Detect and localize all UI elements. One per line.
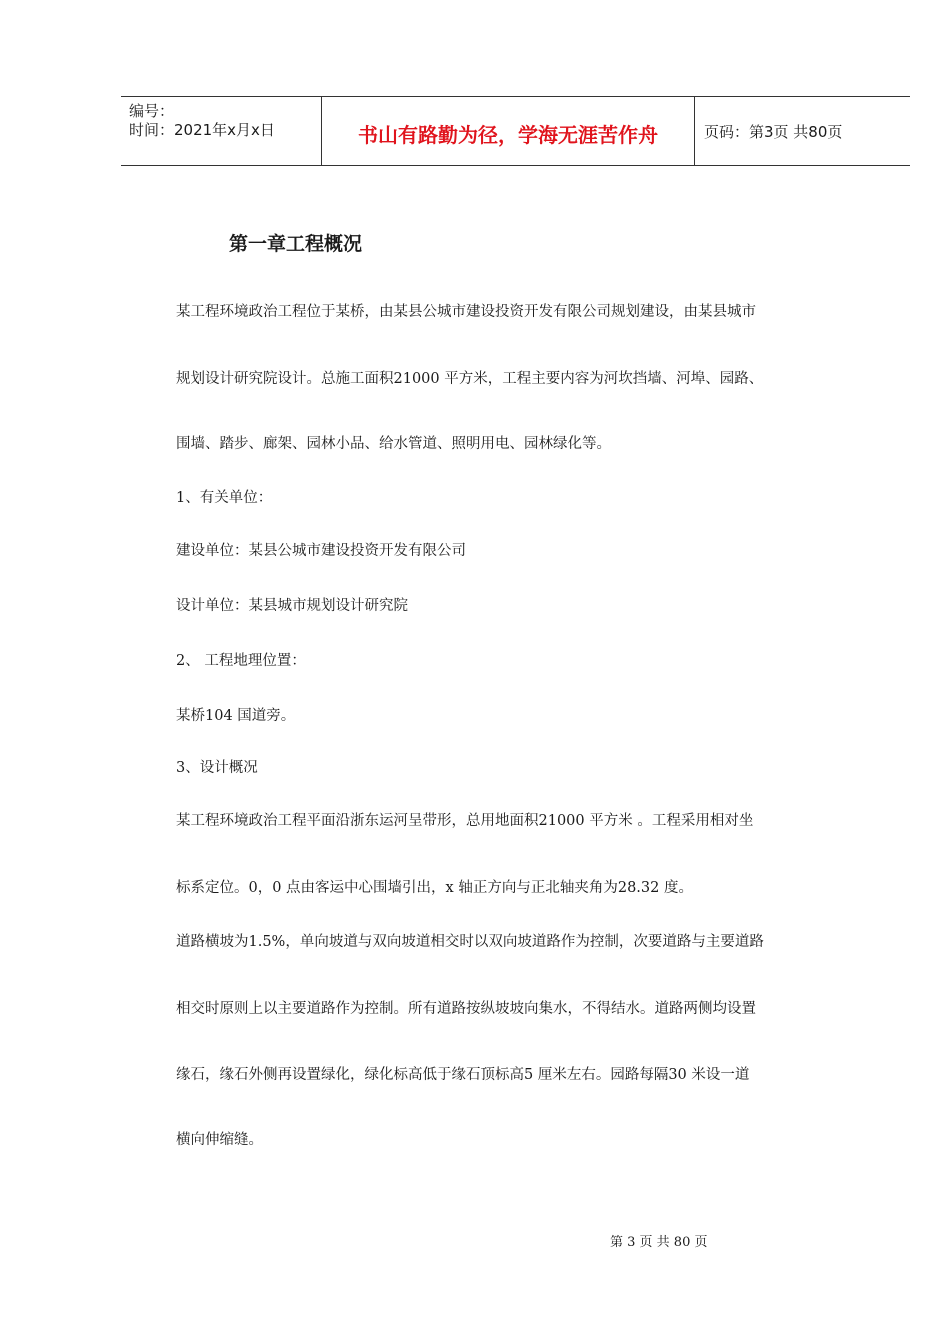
body-line: 标系定位。0，0 点由客运中心围墙引出，x 轴正方向与正北轴夹角为28.32 度。 bbox=[176, 880, 693, 896]
body-line: 缘石，缘石外侧再设置绿化，绿化标高低于缘石顶标高5 厘米左右。园路每隔30 米设一道 bbox=[176, 1067, 750, 1083]
page-number-label: 页码：第3页 共80页 bbox=[704, 123, 843, 141]
body-line: 某工程环境政治工程位于某桥，由某县公城市建设投资开发有限公司规划建设，由某县城市 bbox=[176, 304, 756, 320]
header-table bbox=[121, 96, 910, 166]
section-heading: 1、有关单位： bbox=[176, 490, 273, 506]
body-line: 建设单位：某县公城市建设投资开发有限公司 bbox=[176, 543, 466, 559]
section-heading: 3、设计概况 bbox=[176, 760, 258, 776]
chapter-title: 第一章工程概况 bbox=[229, 233, 363, 255]
header-meta-cell bbox=[121, 97, 321, 165]
document-number-label: 编号： bbox=[129, 102, 175, 120]
body-line: 规划设计研究院设计。总施工面积21000 平方米，工程主要内容为河坎挡墙、河埠、园路、 bbox=[176, 371, 764, 387]
header-motto-cell bbox=[321, 97, 695, 165]
body-line: 相交时原则上以主要道路作为控制。所有道路按纵坡坡向集水，不得结水。道路两侧均设置 bbox=[176, 1001, 756, 1017]
body-line: 设计单位：某县城市规划设计研究院 bbox=[176, 598, 408, 614]
section-heading: 2、 工程地理位置： bbox=[176, 653, 306, 669]
body-line: 道路横坡为1.5%，单向坡道与双向坡道相交时以双向坡道路作为控制，次要道路与主要道路 bbox=[176, 934, 764, 950]
body-line: 某桥104 国道旁。 bbox=[176, 708, 296, 724]
motto-text: 书山有路勤为径，学海无涯苦作舟 bbox=[358, 123, 658, 147]
page-footer: 第 3 页 共 80 页 bbox=[610, 1235, 708, 1250]
body-line: 横向伸缩缝。 bbox=[176, 1132, 263, 1148]
document-time-label: 时间：2021年x月x日 bbox=[129, 121, 275, 139]
body-line: 围墙、踏步、廊架、园林小品、给水管道、照明用电、园林绿化等。 bbox=[176, 436, 611, 452]
body-line: 某工程环境政治工程平面沿浙东运河呈带形，总用地面积21000 平方米 。工程采用相对坐 bbox=[176, 813, 754, 829]
header-page-cell bbox=[695, 97, 910, 165]
